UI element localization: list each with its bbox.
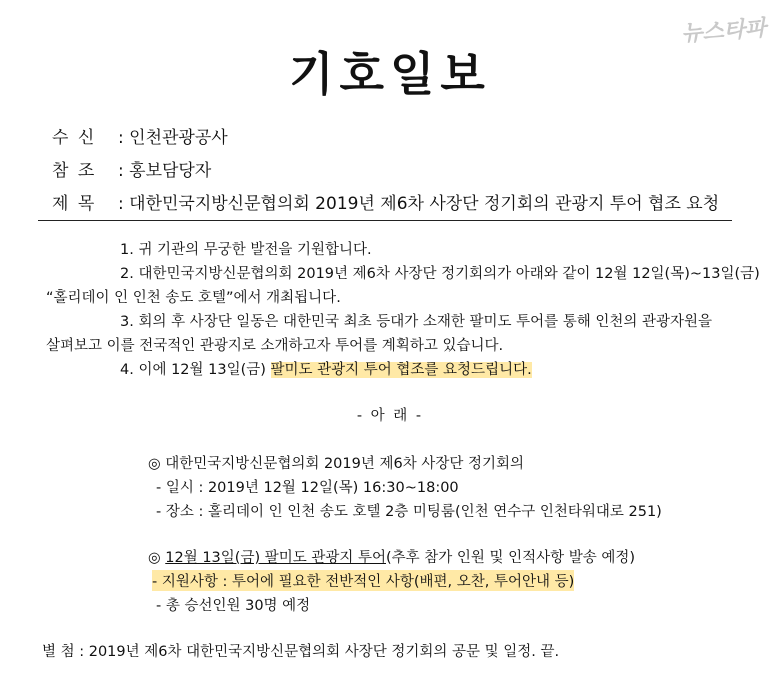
reference-value: 홍보담당자 [129,161,212,181]
subject-label: 제 목 [52,194,97,214]
reference-label: 참 조 [52,161,97,181]
section-1-place: - 장소 : 홀리데이 인 인천 송도 호텔 2층 미팅룸(인천 연수구 인천타워대로 251) [156,504,662,520]
section-2-marker: ◎ [148,550,166,566]
recipient-value: 인천관광공사 [129,128,228,148]
document-title: 기호일보 [289,47,491,101]
subject-row [52,189,719,214]
section-2-title-rest: (추후 참가 인원 및 인적사항 발송 예정) [386,550,636,566]
recipient-label: 수 신 [52,128,97,148]
attachment-line: 별 첨 : 2019년 제6차 대한민국지방신문협의회 사장단 정기회의 공문 및 일정. 끝. [42,644,560,660]
paragraph-4 [120,358,532,379]
section-1-date: - 일시 : 2019년 12월 12일(목) 16:30~18:00 [156,480,459,496]
section-2-count: - 총 승선인원 30명 예정 [156,598,311,614]
paragraph-1: 1. 귀 기관의 무궁한 발전을 기원합니다. [120,242,372,258]
header-colon: : [118,194,130,214]
section-2-title-underlined: 12월 13일(금) 팔미도 관광지 투어 [165,550,386,566]
reference-row [52,156,211,181]
header-divider [38,220,732,221]
watermark-logo: 뉴스타파 [680,16,767,47]
section-2-support: - 지원사항 : 투어에 필요한 전반적인 사항(배편, 오찬, 투어안내 등) [152,570,574,591]
paragraph-4-prefix: 4. 이에 12월 13일(금) [120,362,271,378]
section-2-title [148,546,635,567]
header-colon: : [118,128,130,148]
section-1-title: ◎ 대한민국지방신문협의회 2019년 제6차 사장단 정기회의 [148,456,524,472]
paragraph-2-line-2: “홀리데이 인 인천 송도 호텔”에서 개최됩니다. [46,290,341,306]
subject-value: 대한민국지방신문협의회 2019년 제6차 사장단 정기회의 관광지 투어 협조 요청 [129,194,720,214]
paragraph-3-line-2: 살펴보고 이를 전국적인 관광지로 소개하고자 투어를 계획하고 있습니다. [46,338,504,354]
below-heading: - 아 래 - [356,408,424,424]
header-colon: : [118,161,130,181]
paragraph-2-line-1: 2. 대한민국지방신문협의회 2019년 제6차 사장단 정기회의가 아래와 같이 12월 12일(목)~13일(금) [120,266,760,282]
paragraph-3-line-1: 3. 회의 후 사장단 일동은 대한민국 최초 등대가 소재한 팔미도 투어를 통해 인천의 관광자원을 [120,314,713,330]
recipient-row [52,123,228,148]
paragraph-4-highlight: 팔미도 관광지 투어 협조를 요청드립니다. [270,362,532,378]
